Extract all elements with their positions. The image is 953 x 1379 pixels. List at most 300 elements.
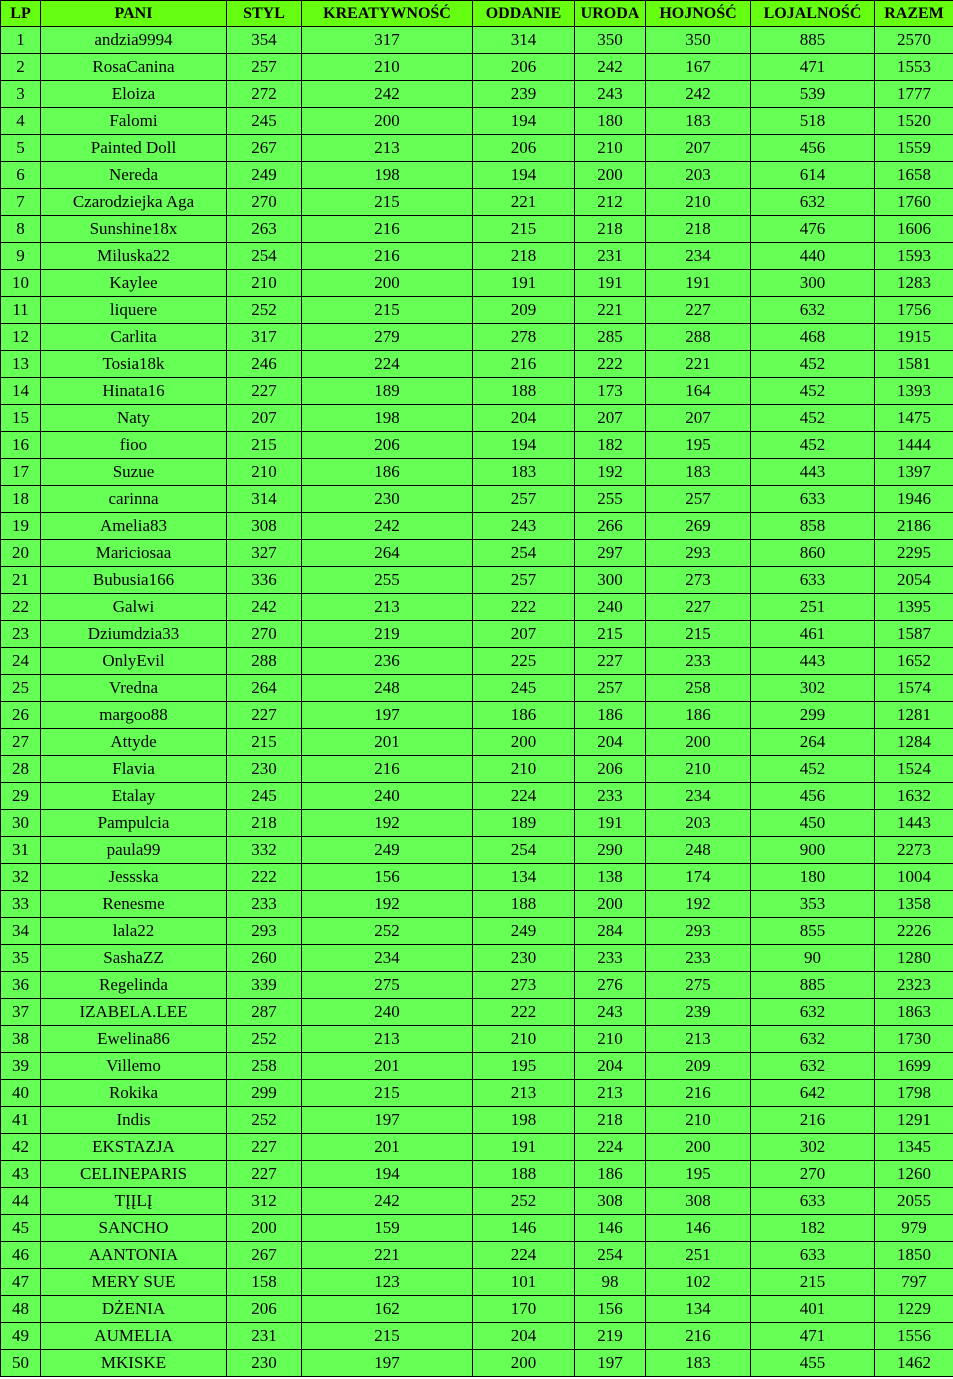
- cell-hojnosc: 209: [646, 1053, 751, 1080]
- cell-hojnosc: 242: [646, 81, 751, 108]
- cell-oddanie: 224: [473, 1242, 575, 1269]
- cell-lojalnosc: 264: [751, 729, 875, 756]
- table-row: [1, 864, 953, 891]
- cell-uroda: 218: [575, 1107, 646, 1134]
- table-row: [1, 675, 953, 702]
- cell-razem: 1475: [875, 405, 953, 432]
- cell-kreatywnosc: 210: [302, 54, 473, 81]
- cell-pani: Falomi: [41, 108, 227, 135]
- cell-uroda: 191: [575, 270, 646, 297]
- cell-styl: 339: [227, 972, 302, 999]
- cell-lojalnosc: 855: [751, 918, 875, 945]
- cell-uroda: 173: [575, 378, 646, 405]
- cell-styl: 249: [227, 162, 302, 189]
- cell-razem: 1358: [875, 891, 953, 918]
- cell-oddanie: 239: [473, 81, 575, 108]
- cell-kreatywnosc: 197: [302, 1350, 473, 1377]
- cell-uroda: 197: [575, 1350, 646, 1377]
- table-body: [1, 27, 953, 1377]
- cell-lp: 41: [1, 1107, 41, 1134]
- cell-razem: 797: [875, 1269, 953, 1296]
- cell-hojnosc: 146: [646, 1215, 751, 1242]
- cell-lp: 24: [1, 648, 41, 675]
- cell-oddanie: 222: [473, 999, 575, 1026]
- cell-razem: 1850: [875, 1242, 953, 1269]
- table-row: [1, 1188, 953, 1215]
- cell-lojalnosc: 461: [751, 621, 875, 648]
- cell-uroda: 221: [575, 297, 646, 324]
- cell-hojnosc: 218: [646, 216, 751, 243]
- table-row: [1, 378, 953, 405]
- cell-oddanie: 188: [473, 378, 575, 405]
- cell-uroda: 233: [575, 783, 646, 810]
- cell-oddanie: 188: [473, 1161, 575, 1188]
- cell-uroda: 215: [575, 621, 646, 648]
- table-row: [1, 513, 953, 540]
- cell-styl: 263: [227, 216, 302, 243]
- cell-lojalnosc: 251: [751, 594, 875, 621]
- cell-lp: 13: [1, 351, 41, 378]
- cell-lp: 21: [1, 567, 41, 594]
- cell-uroda: 186: [575, 702, 646, 729]
- cell-oddanie: 230: [473, 945, 575, 972]
- cell-pani: RosaCanina: [41, 54, 227, 81]
- table-row: [1, 567, 953, 594]
- cell-lojalnosc: 270: [751, 1161, 875, 1188]
- cell-hojnosc: 216: [646, 1080, 751, 1107]
- cell-lojalnosc: 642: [751, 1080, 875, 1107]
- cell-uroda: 254: [575, 1242, 646, 1269]
- cell-uroda: 210: [575, 1026, 646, 1053]
- table-row: [1, 837, 953, 864]
- cell-uroda: 192: [575, 459, 646, 486]
- cell-hojnosc: 293: [646, 540, 751, 567]
- cell-kreatywnosc: 159: [302, 1215, 473, 1242]
- cell-oddanie: 314: [473, 27, 575, 54]
- table-row: [1, 432, 953, 459]
- cell-oddanie: 245: [473, 675, 575, 702]
- cell-lojalnosc: 299: [751, 702, 875, 729]
- cell-uroda: 156: [575, 1296, 646, 1323]
- cell-oddanie: 194: [473, 432, 575, 459]
- cell-styl: 227: [227, 1161, 302, 1188]
- cell-lojalnosc: 215: [751, 1269, 875, 1296]
- cell-razem: 1798: [875, 1080, 953, 1107]
- cell-lp: 44: [1, 1188, 41, 1215]
- cell-hojnosc: 273: [646, 567, 751, 594]
- cell-kreatywnosc: 219: [302, 621, 473, 648]
- table-row: [1, 729, 953, 756]
- cell-lp: 14: [1, 378, 41, 405]
- cell-oddanie: 200: [473, 1350, 575, 1377]
- cell-styl: 210: [227, 270, 302, 297]
- cell-pani: Suzue: [41, 459, 227, 486]
- cell-styl: 257: [227, 54, 302, 81]
- cell-uroda: 290: [575, 837, 646, 864]
- cell-styl: 336: [227, 567, 302, 594]
- cell-pani: CELINEPARIS: [41, 1161, 227, 1188]
- cell-oddanie: 210: [473, 1026, 575, 1053]
- cell-styl: 200: [227, 1215, 302, 1242]
- cell-styl: 314: [227, 486, 302, 513]
- cell-lojalnosc: 633: [751, 1188, 875, 1215]
- cell-pani: paula99: [41, 837, 227, 864]
- table-row: [1, 999, 953, 1026]
- cell-razem: 1559: [875, 135, 953, 162]
- cell-kreatywnosc: 186: [302, 459, 473, 486]
- cell-lp: 42: [1, 1134, 41, 1161]
- cell-uroda: 204: [575, 1053, 646, 1080]
- cell-uroda: 186: [575, 1161, 646, 1188]
- cell-kreatywnosc: 255: [302, 567, 473, 594]
- table-row: [1, 81, 953, 108]
- table-row: [1, 486, 953, 513]
- cell-razem: 1581: [875, 351, 953, 378]
- cell-lp: 15: [1, 405, 41, 432]
- cell-styl: 227: [227, 702, 302, 729]
- cell-pani: MKISKE: [41, 1350, 227, 1377]
- cell-hojnosc: 210: [646, 189, 751, 216]
- table-row: [1, 1269, 953, 1296]
- cell-styl: 231: [227, 1323, 302, 1350]
- cell-kreatywnosc: 162: [302, 1296, 473, 1323]
- cell-pani: Pampulcia: [41, 810, 227, 837]
- cell-razem: 1556: [875, 1323, 953, 1350]
- cell-uroda: 207: [575, 405, 646, 432]
- cell-hojnosc: 293: [646, 918, 751, 945]
- cell-oddanie: 216: [473, 351, 575, 378]
- cell-pani: Mariciosaa: [41, 540, 227, 567]
- cell-styl: 230: [227, 756, 302, 783]
- cell-uroda: 231: [575, 243, 646, 270]
- cell-kreatywnosc: 279: [302, 324, 473, 351]
- cell-lp: 38: [1, 1026, 41, 1053]
- cell-lojalnosc: 476: [751, 216, 875, 243]
- cell-styl: 245: [227, 108, 302, 135]
- cell-styl: 230: [227, 1350, 302, 1377]
- table-row: [1, 243, 953, 270]
- cell-uroda: 219: [575, 1323, 646, 1350]
- cell-hojnosc: 195: [646, 432, 751, 459]
- cell-lojalnosc: 860: [751, 540, 875, 567]
- cell-hojnosc: 239: [646, 999, 751, 1026]
- cell-oddanie: 186: [473, 702, 575, 729]
- cell-pani: Vredna: [41, 675, 227, 702]
- cell-razem: 1444: [875, 432, 953, 459]
- cell-hojnosc: 251: [646, 1242, 751, 1269]
- cell-kreatywnosc: 236: [302, 648, 473, 675]
- table-row: [1, 270, 953, 297]
- cell-styl: 242: [227, 594, 302, 621]
- cell-razem: 1593: [875, 243, 953, 270]
- cell-hojnosc: 215: [646, 621, 751, 648]
- cell-pani: Amelia83: [41, 513, 227, 540]
- cell-uroda: 233: [575, 945, 646, 972]
- cell-kreatywnosc: 215: [302, 189, 473, 216]
- cell-hojnosc: 195: [646, 1161, 751, 1188]
- cell-hojnosc: 102: [646, 1269, 751, 1296]
- cell-uroda: 297: [575, 540, 646, 567]
- cell-oddanie: 170: [473, 1296, 575, 1323]
- cell-kreatywnosc: 216: [302, 216, 473, 243]
- cell-uroda: 222: [575, 351, 646, 378]
- cell-hojnosc: 213: [646, 1026, 751, 1053]
- cell-pani: Galwi: [41, 594, 227, 621]
- column-header-lojalnosc: LOJALNOŚĆ: [751, 1, 875, 27]
- cell-uroda: 98: [575, 1269, 646, 1296]
- cell-styl: 260: [227, 945, 302, 972]
- cell-pani: TĮĮLĮ: [41, 1188, 227, 1215]
- cell-lojalnosc: 632: [751, 1053, 875, 1080]
- cell-styl: 222: [227, 864, 302, 891]
- cell-razem: 1284: [875, 729, 953, 756]
- cell-lp: 35: [1, 945, 41, 972]
- cell-lojalnosc: 443: [751, 459, 875, 486]
- table-row: [1, 1161, 953, 1188]
- cell-kreatywnosc: 198: [302, 162, 473, 189]
- cell-razem: 2054: [875, 567, 953, 594]
- cell-lp: 32: [1, 864, 41, 891]
- cell-pani: Dziumdzia33: [41, 621, 227, 648]
- cell-oddanie: 194: [473, 108, 575, 135]
- cell-pani: Jessska: [41, 864, 227, 891]
- cell-oddanie: 225: [473, 648, 575, 675]
- cell-razem: 1760: [875, 189, 953, 216]
- cell-hojnosc: 350: [646, 27, 751, 54]
- cell-kreatywnosc: 221: [302, 1242, 473, 1269]
- cell-uroda: 180: [575, 108, 646, 135]
- cell-kreatywnosc: 213: [302, 135, 473, 162]
- cell-kreatywnosc: 317: [302, 27, 473, 54]
- cell-kreatywnosc: 213: [302, 1026, 473, 1053]
- cell-razem: 1730: [875, 1026, 953, 1053]
- cell-lojalnosc: 452: [751, 351, 875, 378]
- cell-lojalnosc: 456: [751, 135, 875, 162]
- column-header-kreatywnosc: KREATYWNOŚĆ: [302, 1, 473, 27]
- cell-lp: 17: [1, 459, 41, 486]
- cell-uroda: 255: [575, 486, 646, 513]
- cell-kreatywnosc: 201: [302, 1053, 473, 1080]
- cell-hojnosc: 248: [646, 837, 751, 864]
- table-row: [1, 1107, 953, 1134]
- cell-pani: fioo: [41, 432, 227, 459]
- cell-styl: 207: [227, 405, 302, 432]
- cell-lojalnosc: 633: [751, 567, 875, 594]
- cell-uroda: 240: [575, 594, 646, 621]
- cell-oddanie: 194: [473, 162, 575, 189]
- cell-styl: 267: [227, 135, 302, 162]
- cell-pani: Villemo: [41, 1053, 227, 1080]
- cell-hojnosc: 216: [646, 1323, 751, 1350]
- cell-pani: MERY SUE: [41, 1269, 227, 1296]
- cell-lojalnosc: 633: [751, 486, 875, 513]
- cell-lp: 19: [1, 513, 41, 540]
- cell-pani: SashaZZ: [41, 945, 227, 972]
- cell-razem: 1777: [875, 81, 953, 108]
- cell-lojalnosc: 471: [751, 1323, 875, 1350]
- cell-pani: Carlita: [41, 324, 227, 351]
- cell-lojalnosc: 216: [751, 1107, 875, 1134]
- cell-lojalnosc: 456: [751, 783, 875, 810]
- cell-lojalnosc: 518: [751, 108, 875, 135]
- cell-lojalnosc: 452: [751, 756, 875, 783]
- cell-styl: 317: [227, 324, 302, 351]
- cell-hojnosc: 288: [646, 324, 751, 351]
- cell-hojnosc: 233: [646, 648, 751, 675]
- cell-razem: 2323: [875, 972, 953, 999]
- cell-styl: 287: [227, 999, 302, 1026]
- table-row: [1, 216, 953, 243]
- cell-styl: 354: [227, 27, 302, 54]
- cell-lp: 16: [1, 432, 41, 459]
- cell-hojnosc: 207: [646, 135, 751, 162]
- table-row: [1, 1350, 953, 1377]
- cell-kreatywnosc: 240: [302, 783, 473, 810]
- cell-styl: 299: [227, 1080, 302, 1107]
- cell-hojnosc: 192: [646, 891, 751, 918]
- table-header: [1, 1, 953, 27]
- cell-hojnosc: 308: [646, 1188, 751, 1215]
- cell-lojalnosc: 353: [751, 891, 875, 918]
- cell-uroda: 204: [575, 729, 646, 756]
- column-header-styl: STYL: [227, 1, 302, 27]
- cell-kreatywnosc: 264: [302, 540, 473, 567]
- table-row: [1, 324, 953, 351]
- cell-hojnosc: 167: [646, 54, 751, 81]
- cell-razem: 1520: [875, 108, 953, 135]
- cell-lojalnosc: 885: [751, 27, 875, 54]
- cell-styl: 245: [227, 783, 302, 810]
- column-header-pani: PANI: [41, 1, 227, 27]
- cell-styl: 308: [227, 513, 302, 540]
- cell-hojnosc: 210: [646, 756, 751, 783]
- cell-kreatywnosc: 197: [302, 1107, 473, 1134]
- cell-kreatywnosc: 242: [302, 513, 473, 540]
- cell-uroda: 300: [575, 567, 646, 594]
- cell-razem: 1345: [875, 1134, 953, 1161]
- cell-razem: 1756: [875, 297, 953, 324]
- cell-lp: 11: [1, 297, 41, 324]
- cell-hojnosc: 234: [646, 783, 751, 810]
- cell-lp: 43: [1, 1161, 41, 1188]
- cell-oddanie: 257: [473, 567, 575, 594]
- cell-pani: Sunshine18x: [41, 216, 227, 243]
- cell-hojnosc: 210: [646, 1107, 751, 1134]
- cell-kreatywnosc: 275: [302, 972, 473, 999]
- cell-uroda: 224: [575, 1134, 646, 1161]
- cell-kreatywnosc: 215: [302, 1080, 473, 1107]
- cell-uroda: 284: [575, 918, 646, 945]
- cell-uroda: 243: [575, 81, 646, 108]
- cell-razem: 1229: [875, 1296, 953, 1323]
- cell-razem: 979: [875, 1215, 953, 1242]
- cell-kreatywnosc: 201: [302, 729, 473, 756]
- cell-hojnosc: 183: [646, 1350, 751, 1377]
- cell-lp: 23: [1, 621, 41, 648]
- cell-kreatywnosc: 200: [302, 270, 473, 297]
- cell-lp: 8: [1, 216, 41, 243]
- cell-kreatywnosc: 242: [302, 1188, 473, 1215]
- cell-pani: Bubusia166: [41, 567, 227, 594]
- cell-styl: 206: [227, 1296, 302, 1323]
- cell-lp: 50: [1, 1350, 41, 1377]
- table-row: [1, 1296, 953, 1323]
- cell-kreatywnosc: 234: [302, 945, 473, 972]
- cell-styl: 246: [227, 351, 302, 378]
- cell-hojnosc: 257: [646, 486, 751, 513]
- cell-pani: Czarodziejka Aga: [41, 189, 227, 216]
- cell-oddanie: 191: [473, 1134, 575, 1161]
- cell-pani: liquere: [41, 297, 227, 324]
- column-header-oddanie: ODDANIE: [473, 1, 575, 27]
- cell-hojnosc: 164: [646, 378, 751, 405]
- cell-pani: Attyde: [41, 729, 227, 756]
- cell-lojalnosc: 302: [751, 675, 875, 702]
- cell-oddanie: 210: [473, 756, 575, 783]
- cell-oddanie: 200: [473, 729, 575, 756]
- cell-pani: Painted Doll: [41, 135, 227, 162]
- cell-uroda: 212: [575, 189, 646, 216]
- cell-oddanie: 134: [473, 864, 575, 891]
- cell-uroda: 242: [575, 54, 646, 81]
- cell-lojalnosc: 300: [751, 270, 875, 297]
- cell-oddanie: 204: [473, 1323, 575, 1350]
- cell-kreatywnosc: 189: [302, 378, 473, 405]
- cell-styl: 227: [227, 378, 302, 405]
- cell-pani: Tosia18k: [41, 351, 227, 378]
- cell-styl: 215: [227, 729, 302, 756]
- cell-razem: 1260: [875, 1161, 953, 1188]
- cell-pani: lala22: [41, 918, 227, 945]
- cell-oddanie: 249: [473, 918, 575, 945]
- cell-lp: 12: [1, 324, 41, 351]
- cell-uroda: 213: [575, 1080, 646, 1107]
- cell-hojnosc: 183: [646, 459, 751, 486]
- cell-lojalnosc: 455: [751, 1350, 875, 1377]
- cell-uroda: 266: [575, 513, 646, 540]
- cell-razem: 2570: [875, 27, 953, 54]
- cell-lojalnosc: 401: [751, 1296, 875, 1323]
- cell-lp: 10: [1, 270, 41, 297]
- cell-razem: 1632: [875, 783, 953, 810]
- cell-lp: 6: [1, 162, 41, 189]
- cell-lp: 26: [1, 702, 41, 729]
- cell-kreatywnosc: 123: [302, 1269, 473, 1296]
- header-row: [1, 1, 953, 27]
- cell-styl: 254: [227, 243, 302, 270]
- cell-uroda: 350: [575, 27, 646, 54]
- cell-oddanie: 209: [473, 297, 575, 324]
- cell-hojnosc: 200: [646, 729, 751, 756]
- cell-razem: 1946: [875, 486, 953, 513]
- cell-styl: 258: [227, 1053, 302, 1080]
- cell-oddanie: 222: [473, 594, 575, 621]
- cell-uroda: 243: [575, 999, 646, 1026]
- cell-oddanie: 273: [473, 972, 575, 999]
- cell-oddanie: 146: [473, 1215, 575, 1242]
- cell-lp: 33: [1, 891, 41, 918]
- cell-oddanie: 221: [473, 189, 575, 216]
- cell-lojalnosc: 900: [751, 837, 875, 864]
- table-row: [1, 351, 953, 378]
- cell-styl: 267: [227, 1242, 302, 1269]
- cell-pani: Naty: [41, 405, 227, 432]
- column-header-uroda: URODA: [575, 1, 646, 27]
- cell-uroda: 138: [575, 864, 646, 891]
- cell-razem: 2295: [875, 540, 953, 567]
- cell-lojalnosc: 452: [751, 378, 875, 405]
- cell-oddanie: 191: [473, 270, 575, 297]
